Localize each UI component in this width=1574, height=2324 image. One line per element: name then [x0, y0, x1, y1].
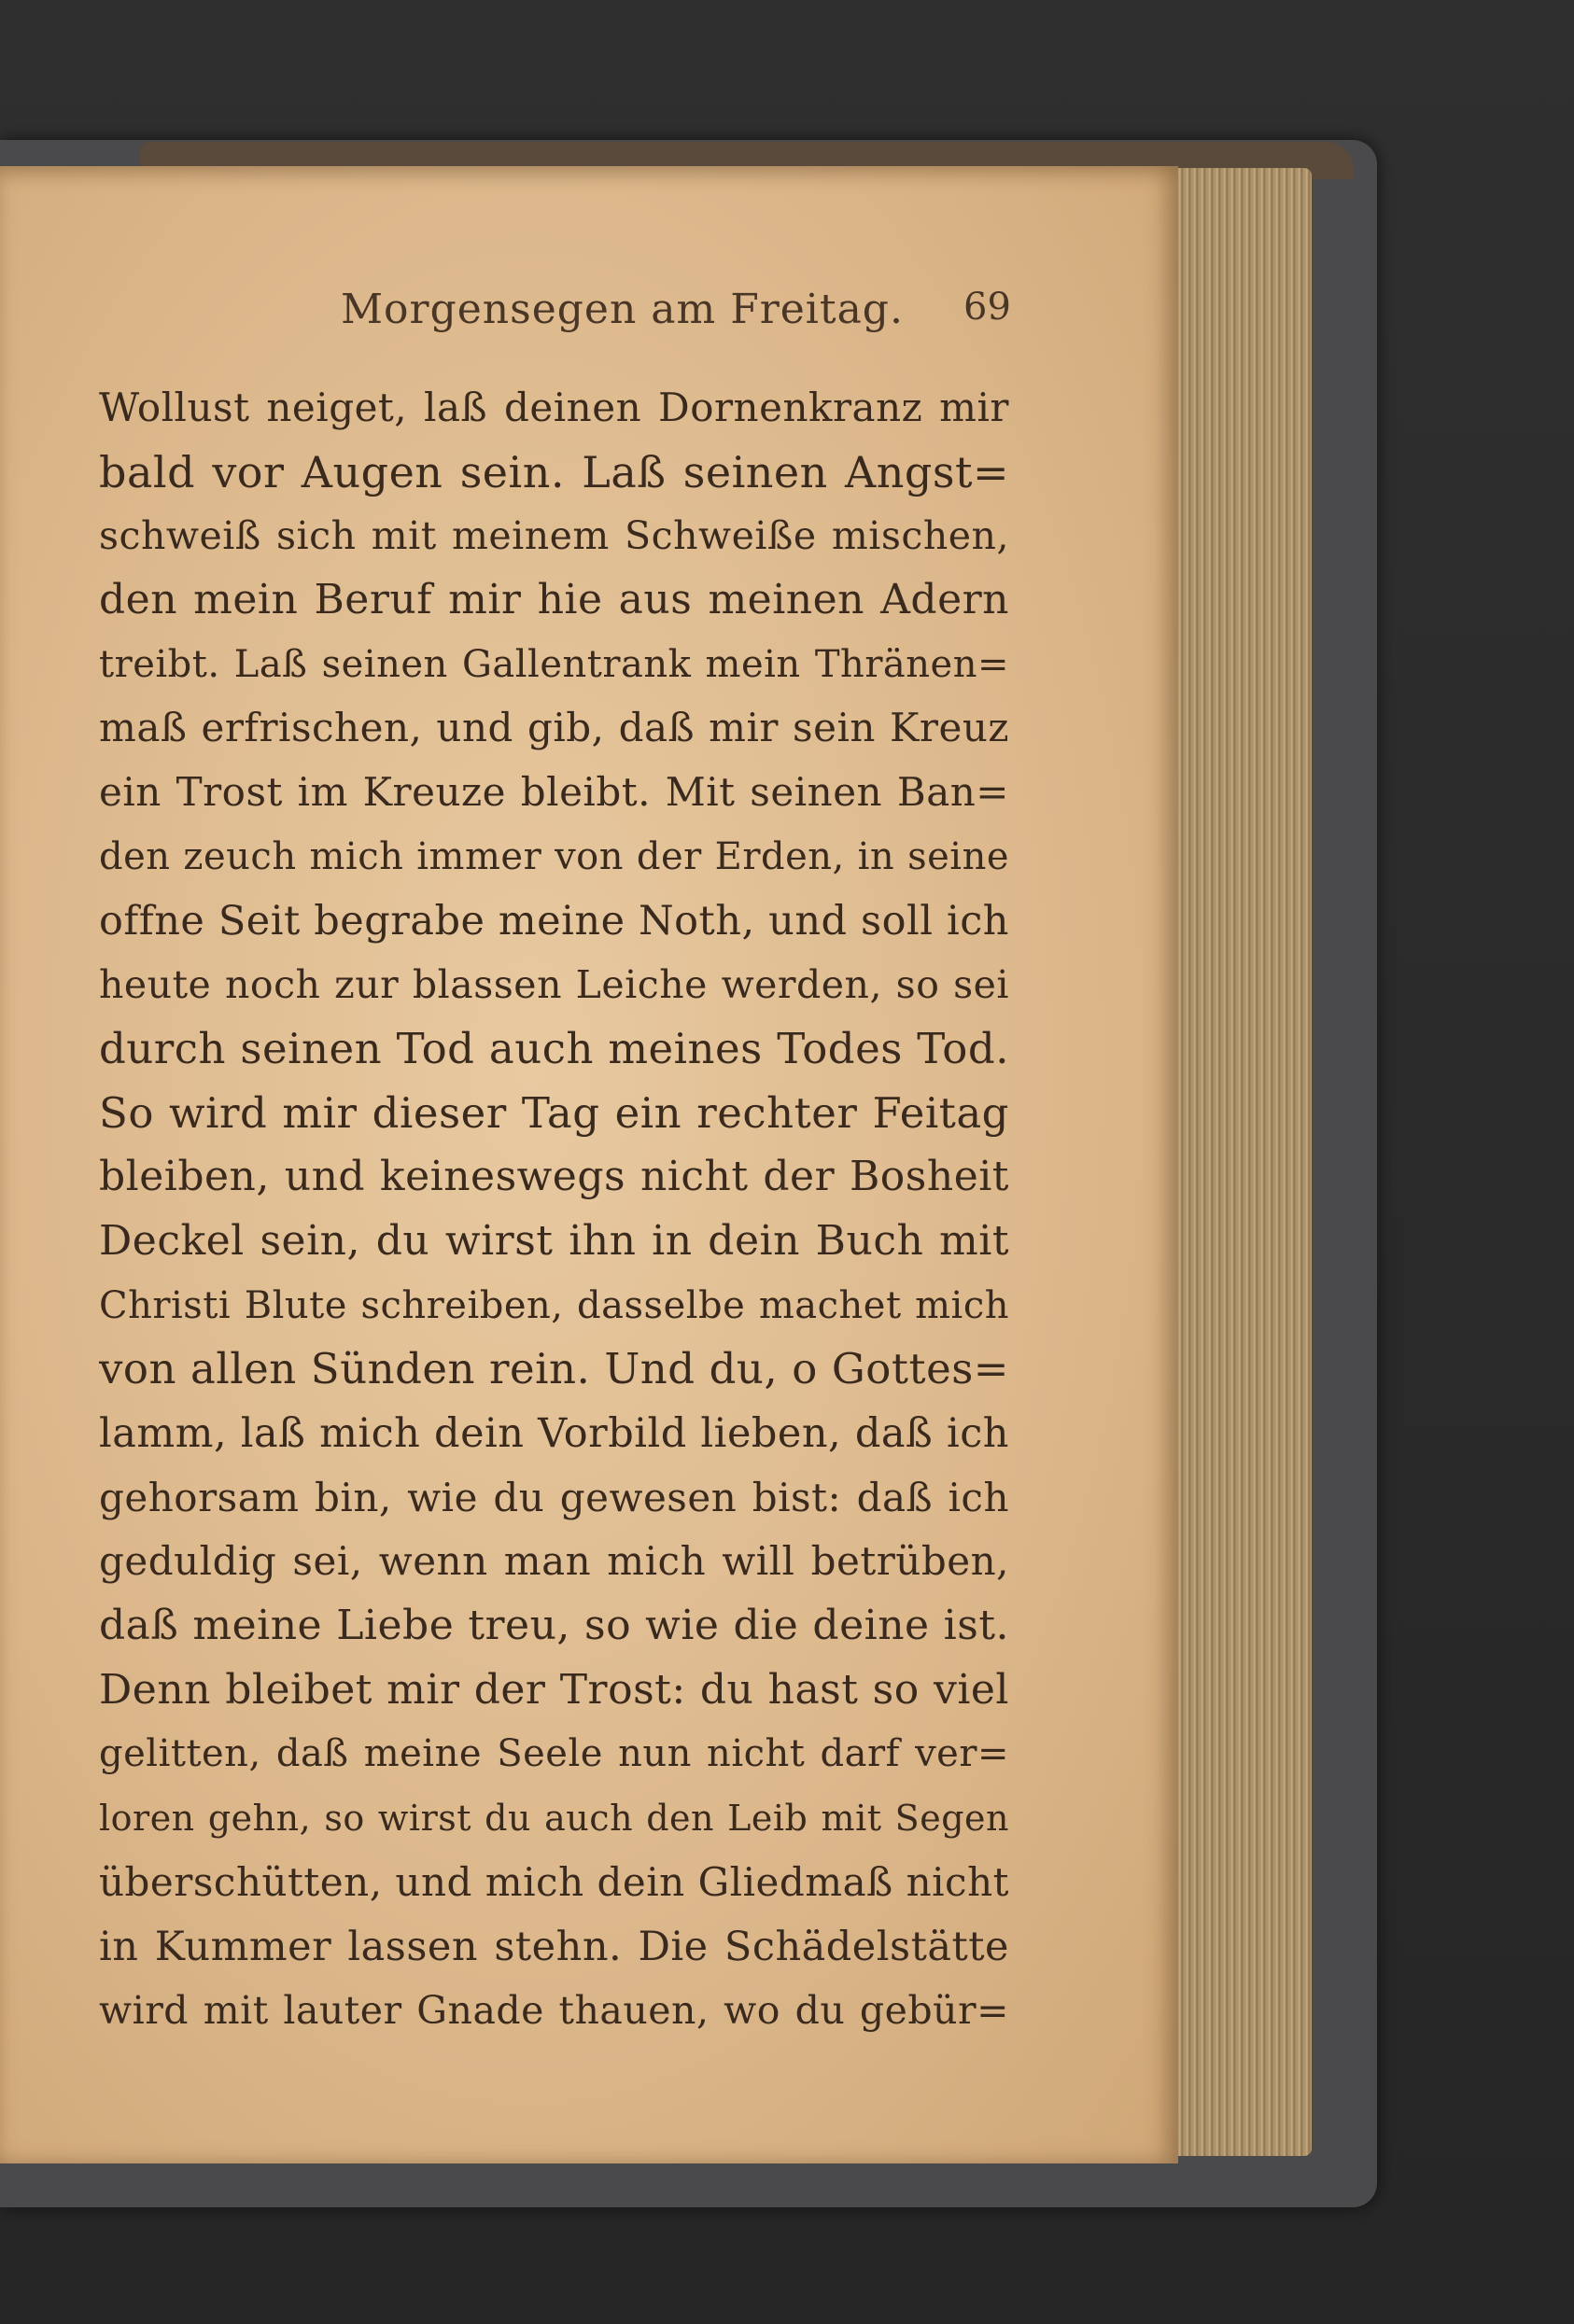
text-line: So wird mir dieser Tag ein rechter Feitag: [99, 1087, 1009, 1138]
text-line: heute noch zur blassen Leiche werden, so sei: [99, 962, 1009, 1008]
text-line: lamm, laß mich dein Vorbild lieben, daß ich: [99, 1410, 1009, 1457]
text-line: bleiben, und keineswegs nicht der Bosheit: [99, 1153, 1009, 1201]
text-line: Wollust neiget, laß deinen Dornenkranz mir: [99, 385, 1009, 430]
page-number: 69: [963, 286, 1011, 329]
text-line: durch seinen Tod auch meines Todes Tod.: [99, 1023, 1009, 1073]
page-header: [0, 286, 1178, 351]
text-line: überschütten, und mich dein Gliedmaß nicht: [99, 1858, 1009, 1905]
body-text: [99, 376, 1009, 2043]
text-line: treibt. Laß seinen Gallentrank mein Thränen=: [99, 642, 1009, 686]
text-line: von allen Sünden rein. Und du, o Gottes=: [99, 1344, 1009, 1394]
text-line: Denn bleibet mir der Trost: du hast so viel: [99, 1665, 1009, 1714]
text-line: daß meine Liebe treu, so wie die deine ist.: [99, 1602, 1009, 1650]
text-line: ein Trost im Kreuze bleibt. Mit seinen Ban=: [99, 769, 1009, 816]
text-line: den mein Beruf mir hie aus meinen Adern: [99, 576, 1009, 624]
text-line: offne Seit begrabe meine Noth, und soll ich: [99, 897, 1009, 945]
text-line: Christi Blute schreiben, dasselbe machet mich: [99, 1283, 1009, 1327]
text-line: geduldig sei, wenn man mich will betrüben,: [99, 1538, 1009, 1585]
book-page: [0, 166, 1178, 2163]
page-edges: [1162, 168, 1312, 2156]
text-line: in Kummer lassen stehn. Die Schädelstätte: [99, 1923, 1009, 1970]
text-line: Deckel sein, du wirst ihn in dein Buch mit: [99, 1216, 1009, 1265]
running-title: Morgensegen am Freitag.: [341, 286, 904, 333]
text-line: bald vor Augen sein. Laß seinen Angst=: [99, 446, 1009, 497]
text-line: maß erfrischen, und gib, daß mir sein Kreuz: [99, 705, 1009, 751]
text-line: schweiß sich mit meinem Schweiße mischen,: [99, 513, 1009, 559]
text-line: gelitten, daß meine Seele nun nicht darf ver=: [99, 1732, 1009, 1776]
text-line: wird mit lauter Gnade thauen, wo du gebür=: [99, 1988, 1009, 2034]
text-line: loren gehn, so wirst du auch den Leib mit Segen: [99, 1798, 1009, 1840]
text-line: gehorsam bin, wie du gewesen bist: daß ich: [99, 1474, 1009, 1520]
text-line: den zeuch mich immer von der Erden, in seine: [99, 834, 1009, 878]
